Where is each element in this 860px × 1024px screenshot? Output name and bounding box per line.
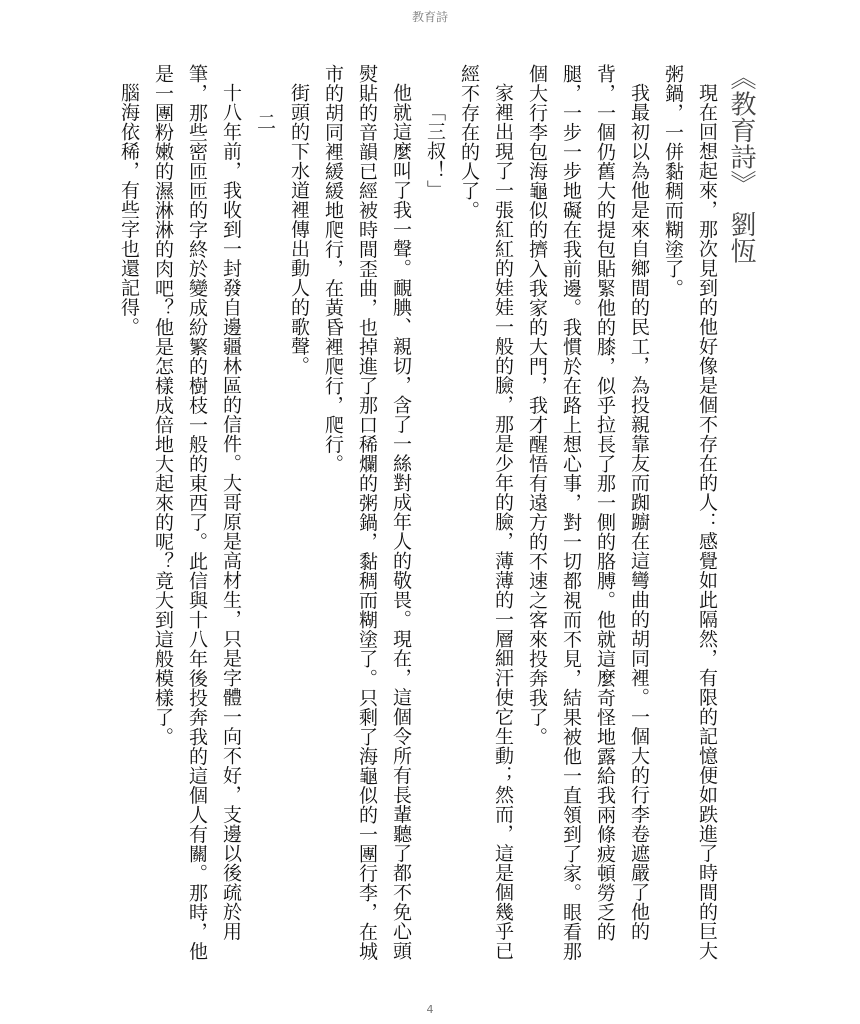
author-name: 劉恆 (726, 210, 756, 264)
work-title: 《教育詩》 (726, 64, 756, 197)
paragraph: 我最初以為他是來自鄉間的民工，為投親靠友而踟躕在這彎曲的胡同裡。一個大的行李卷遮嚴了他的背，一個仍舊大的提包貼緊他的膝，似乎拉長了那一側的胳膊。他就這麼奇怪地露給我兩條疲頓勞乏的腿，一步一步地礙在我前邊。我慣於在路上想心事，對一切都視而不見，結果被他一直領到了家。眼看那個大行李包海龜似的擠入我家的大門，我才醒悟有遠方的不速之客來投奔我了。 (526, 64, 650, 961)
paragraph: 現在回想起來，那次見到的他好像是個不存在的人：感覺如此隔然，有限的記憶便如跌進了時間的巨大粥鍋，一併黏稠而糊塗了。 (662, 64, 718, 961)
paragraph: 他就這麼叫了我一聲。靦腆、親切，含了一絲對成年人的敬畏。現在，這個令所有長輩聽了都不免心頭熨貼的音韻已經被時間歪曲，也掉進了那口稀爛的粥鍋，黏稠而糊塗了。只剩了海龜似的一團行李，在城市的胡同裡緩緩地爬行，在黃昏裡爬行，爬行。 (322, 64, 412, 961)
running-header: 教育詩 (411, 10, 448, 24)
page-number: 4 (426, 1003, 434, 1016)
paragraph: 腦海依稀，有些字也還記得。 (118, 83, 140, 337)
document-title (724, 64, 758, 974)
paragraph: 十八年前，我收到一封發自邊疆林區的信件。大哥原是高材生，只是字體一向不好，支邊以後疏於用筆，那些密匝匝的字終於變成紛繁的樹枝一般的東西了。此信與十八年後投奔我的這個人有關。那時，他是一團粉嫩的濕淋淋的肉吧？他是怎樣成倍地大起來的呢？竟大到這般模樣了。 (152, 64, 242, 961)
paragraph: 家裡出現了一張紅紅的娃娃一般的臉，那是少年的臉，薄薄的一層細汗使它生動；然而，這是個幾乎已經不存在的人了。 (458, 64, 514, 961)
paragraph: 街頭的下水道裡傳出動人的歌聲。 (288, 83, 310, 376)
dialogue-line: 「三叔！」 (424, 102, 446, 200)
section-number: 二 (254, 111, 276, 131)
vertical-text-body (58, 64, 758, 984)
